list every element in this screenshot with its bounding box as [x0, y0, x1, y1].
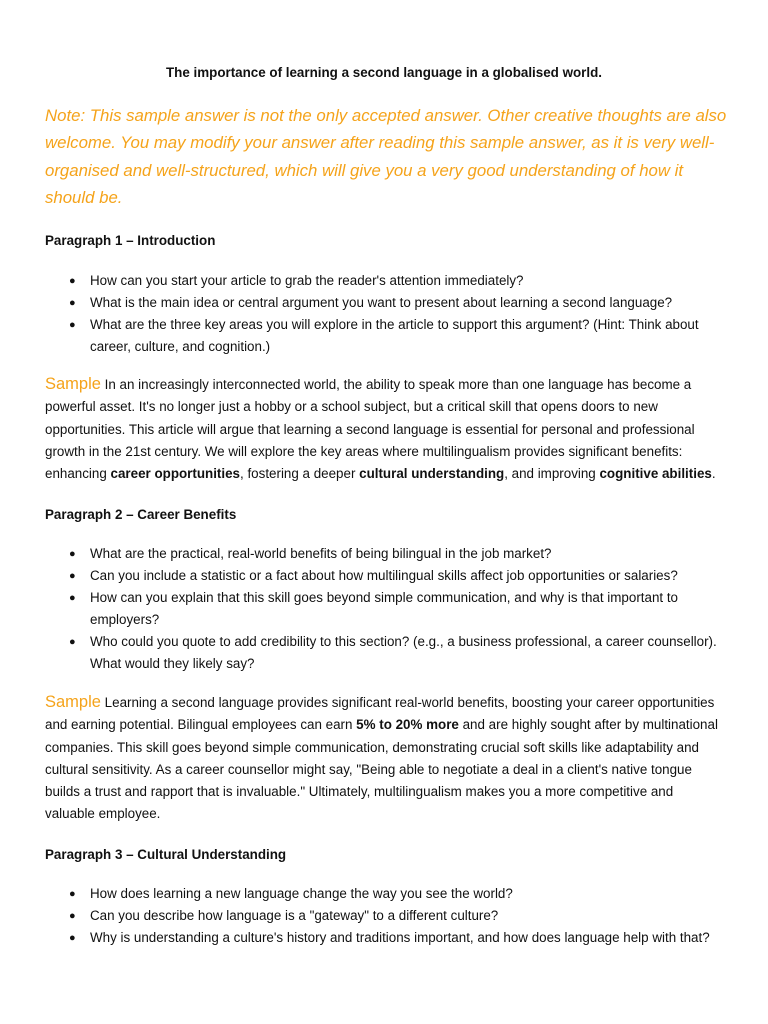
sample-answer-1: Sample In an increasingly interconnected world, the ability to speak more than one language has become a powerful asset. It's no longer just a hobby or a school subject, but a critical skill that opens doors to new opportunities. This article will argue that learning a second language is essential for personal and professional growth in the 21st century. We will explore the key areas where multilingualism provides significant benefits: enhancing career opportunities, fostering a deeper cultural understanding, and improving cognitive abilities.: [45, 375, 716, 482]
bullet-icon: ●: [69, 932, 76, 944]
bullet-icon: ●: [69, 297, 76, 309]
list-item: ● Why is understanding a culture's history and traditions important, and how does language help with that?: [45, 927, 735, 949]
bullet-icon: ●: [69, 888, 76, 900]
bullet-icon: ●: [69, 570, 76, 582]
list-item: ● How can you explain that this skill goes beyond simple communication, and why is that important to employers?: [45, 587, 735, 631]
list-item: ● Can you describe how language is a "gateway" to a different culture?: [45, 905, 735, 927]
list-item: ● How does learning a new language change the way you see the world?: [45, 883, 735, 905]
list-item: ● How can you start your article to grab the reader's attention immediately?: [45, 270, 735, 292]
bullet-icon: ●: [69, 636, 76, 648]
document-title: The importance of learning a second language in a globalised world.: [165, 65, 602, 80]
heading-paragraph-1: Paragraph 1 – Introduction: [45, 233, 216, 248]
list-item: ● What is the main idea or central argument you want to present about learning a second language?: [45, 292, 735, 314]
bullet-icon: ●: [69, 910, 76, 922]
heading-paragraph-3: Paragraph 3 – Cultural Understanding: [45, 847, 287, 862]
sample-label: Sample: [45, 693, 101, 711]
list-item: ● Can you include a statistic or a fact about how multilingual skills affect job opportunities or salaries?: [45, 565, 735, 587]
note-text: Note: This sample answer is not the only accepted answer. Other creative thoughts are also welcome. You may modify your answer after reading this sample answer, as it is very well-organised and well-structured, which will give you a very good understanding of how it should be.: [45, 106, 727, 207]
bullet-icon: ●: [69, 548, 76, 560]
question-list-2: [45, 543, 735, 675]
question-list-3: [45, 883, 735, 949]
bullet-icon: ●: [69, 319, 76, 331]
heading-paragraph-2: Paragraph 2 – Career Benefits: [45, 507, 237, 522]
sample-label: Sample: [45, 375, 101, 393]
question-list-1: [45, 270, 735, 358]
sample-answer-2: Sample Learning a second language provides significant real-world benefits, boosting your career opportunities and earning potential. Bilingual employees can earn 5% to 20% more and are highly sought after by multinational companies. This skill goes beyond simple communication, demonstrating crucial soft skills like adaptability and cultural sensitivity. As a career counsellor might say, "Being able to negotiate a deal in a client's native tongue builds a trust and rapport that is invaluable." Ultimately, multilingualism makes you a more competitive and valuable employee.: [45, 693, 718, 822]
list-item: ● What are the practical, real-world benefits of being bilingual in the job market?: [45, 543, 735, 565]
bullet-icon: ●: [69, 275, 76, 287]
list-item: ● Who could you quote to add credibility to this section? (e.g., a business professional, a career counsellor). What would they likely say?: [45, 631, 735, 675]
bullet-icon: ●: [69, 592, 76, 604]
list-item: ● What are the three key areas you will explore in the article to support this argument? (Hint: Think about career, culture, and cognition.): [45, 314, 735, 358]
